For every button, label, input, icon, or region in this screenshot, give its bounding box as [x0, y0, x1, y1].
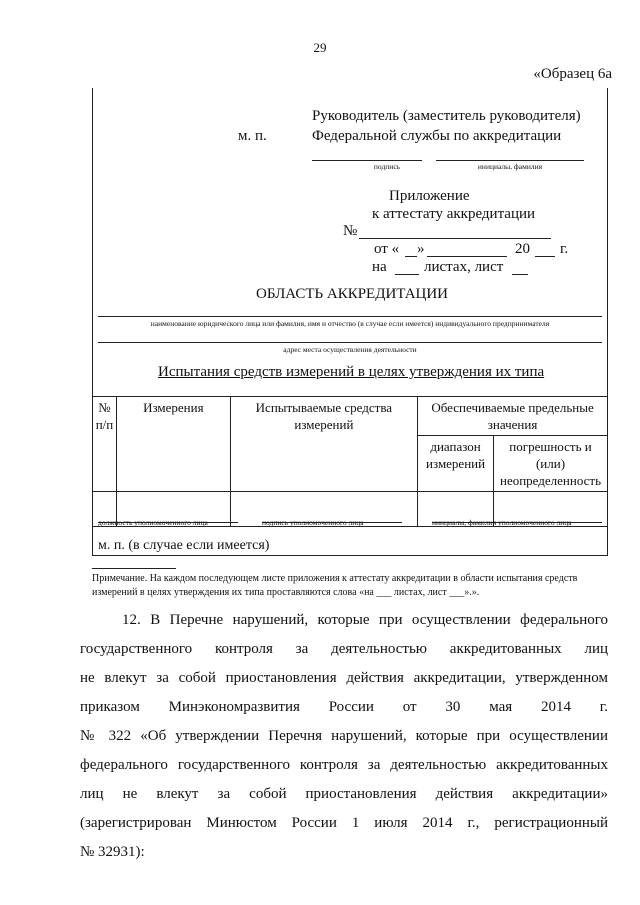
- paragraph-line-9: № 32931):: [80, 844, 145, 860]
- appendix-subtitle: к аттестату аккредитации: [372, 206, 536, 222]
- paragraph-line-7: лиц не влекут за собой приостановления действия аккредитации»: [80, 786, 608, 802]
- sheets-mid: листах, лист: [424, 259, 504, 275]
- head-line-2: Федеральной службы по аккредитации: [312, 128, 562, 144]
- initials-caption-bottom: инициалы, фамилия уполномоченного лица: [432, 518, 572, 527]
- number-line: [359, 238, 551, 239]
- head-line-1: Руководитель (заместитель руководителя): [312, 108, 581, 124]
- address-caption: адрес места осуществления деятельности: [283, 345, 417, 354]
- tests-title: Испытания средств измерений в целях утверждения их типа: [158, 364, 545, 380]
- date-close: »: [417, 241, 425, 257]
- sign-caption: подпись уполномоченного лица: [262, 518, 364, 527]
- signature-line: [312, 160, 422, 161]
- day-line: [405, 256, 417, 257]
- month-line: [427, 256, 507, 257]
- initials-caption: инициалы, фамилия: [477, 162, 543, 171]
- entity-line: [98, 316, 602, 317]
- area-title: ОБЛАСТЬ АККРЕДИТАЦИИ: [256, 286, 449, 302]
- scope-table: [92, 396, 608, 527]
- address-line: [98, 342, 602, 343]
- signature-caption: подпись: [373, 162, 401, 171]
- paragraph-line-5: № 322 «Об утверждении Перечня нарушений, которые при осуществлении: [80, 728, 608, 744]
- paragraph-line-3: не влекут за собой приостановления действия аккредитации, утвержденном: [80, 670, 608, 686]
- note-text: Примечание. На каждом последующем листе приложения к аттестату аккредитации в области испытания средств измерений в целях утверждения их типа проставляются слова «на ___ листах, лист ___».».: [92, 573, 578, 598]
- paragraph-line-1: 12. В Перечне нарушений, которые при осуществлении федерального: [122, 612, 608, 628]
- number-sign: №: [343, 223, 358, 239]
- position-caption: должность уполномоченного лица: [98, 518, 208, 527]
- sheets-count-line: [395, 274, 419, 275]
- paragraph-line-6: федерального государственного контроля за деятельностью аккредитованных: [80, 757, 608, 773]
- year-suffix: г.: [560, 241, 569, 257]
- stamp-optional: м. п. (в случае если имеется): [98, 538, 270, 553]
- stamp-place: м. п.: [238, 128, 267, 144]
- page-number: 29: [313, 40, 327, 55]
- year-line: [535, 256, 555, 257]
- header-tested-instruments: Испытываемые средства измерений: [230, 397, 417, 492]
- date-prefix: от «: [374, 241, 400, 257]
- paragraph-line-8: (зарегистрирован Минюстом России 1 июля 2014 г., регистрационный: [80, 815, 608, 831]
- paragraph-line-2: государственного контроля за деятельностью аккредитованных лиц: [80, 641, 608, 657]
- initials-line: [436, 160, 584, 161]
- sheets-prefix: на: [372, 259, 387, 275]
- note-separator: [92, 568, 176, 569]
- sample-label: «Образец 6а: [533, 66, 612, 82]
- header-range: диапазон измерений: [418, 436, 494, 492]
- sheet-number-line: [512, 274, 528, 275]
- header-measurements: Измерения: [116, 397, 230, 492]
- entity-caption: наименование юридического лица или фамилия, имя и отчество (в случае если имеется) индивидуального предпринимателя: [150, 319, 550, 328]
- header-num: № п/п: [93, 397, 117, 492]
- appendix-title: Приложение: [389, 188, 470, 204]
- header-error: погрешность и (или) неопределенность: [494, 436, 608, 492]
- paragraph-line-4: приказом Минэкономразвития России от 30 мая 2014 г.: [80, 699, 608, 715]
- year-prefix: 20: [515, 241, 530, 257]
- header-limits: Обеспечиваемые предельные значения: [418, 397, 608, 436]
